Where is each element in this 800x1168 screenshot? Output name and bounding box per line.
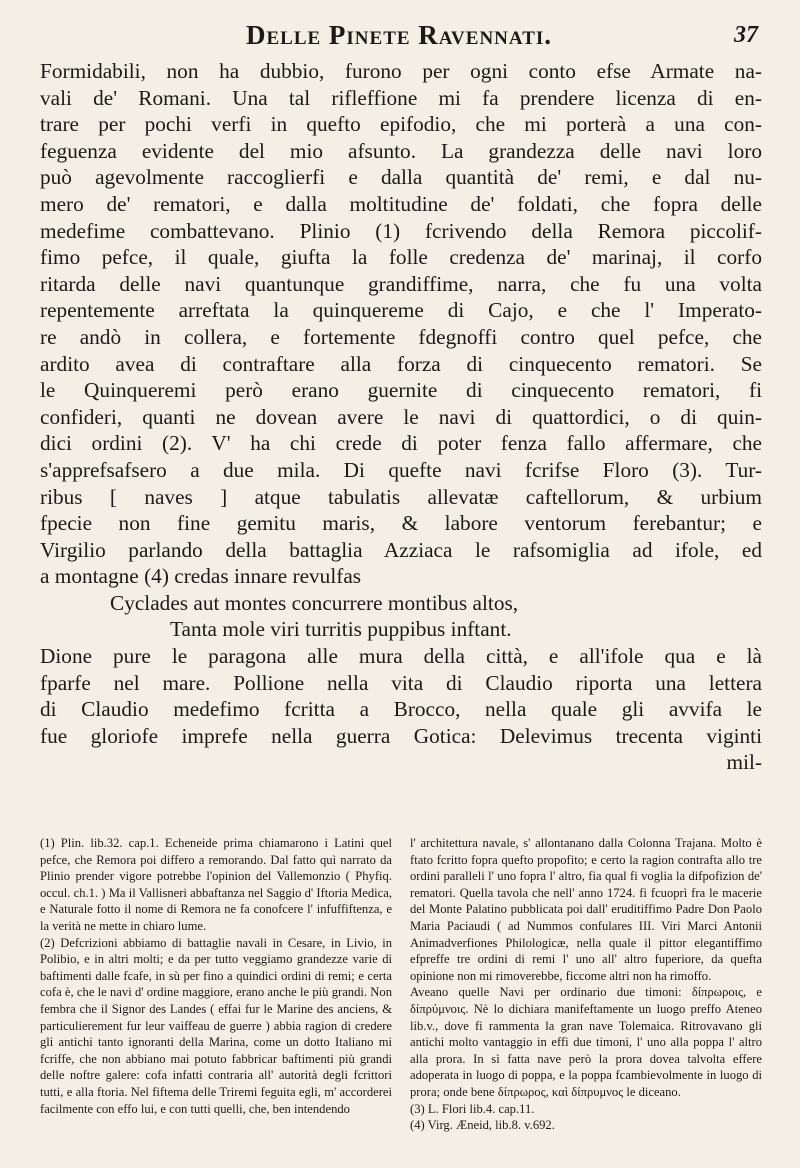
text-line: feguenza evidente del mio afsunto. La grandezza delle navi loro: [40, 138, 762, 163]
text-line: Tanta mole viri turritis puppibus inftant.: [170, 617, 512, 642]
text-line: s'apprefsafsero a due mila. Di quefte navi fcrifse Floro (3). Tur-: [40, 457, 762, 482]
footnote-paragraph: (3) L. Flori lib.4. cap.11.: [410, 1101, 535, 1116]
text-line: trare per pochi verfi in quefto epifodio, che mi porterà a una con-: [40, 112, 762, 137]
text-line: a montagne (4) credas innare revulfas: [40, 564, 362, 589]
footnotes-left-column: [40, 835, 392, 1134]
text-line: le Quinqueremi però erano guernite di cinquecento rematori, fi: [40, 378, 762, 403]
text-line: Formidabili, non ha dubbio, furono per ogni conto efse Armate na-: [40, 59, 762, 83]
text-line: medefime combattevano. Plinio (1) fcrivendo della Remora piccolif-: [40, 218, 762, 243]
page-number: 37: [734, 22, 758, 48]
text-line: fparfe nel mare. Pollione nella vita di Claudio riporta una lettera: [40, 670, 762, 695]
text-line: fpecie non fine gemitu maris, & labore ventorum ferebantur; e: [40, 511, 762, 536]
page-header: [40, 20, 758, 60]
footnotes-right-column: [410, 835, 762, 1134]
text-line: dici ordini (2). V' ha chi crede di poter fenza fallo affermare, che: [40, 431, 762, 456]
text-line: repentemente arreftata la quinquereme di Cajo, e che l' Imperato-: [40, 298, 762, 323]
footnote-paragraph: l' architettura navale, s' allontanano dalla Colonna Trajana. Molto è ftato fcritto fopra quefto propofito; e certo la ragion contrafta allo tre ordini paralleli l' uno fopra l' altro, fia qual fi voglia la difpofizion de' rematori. Quella tavola che nell' anno 1724. fi fcuoprì fra le macerie del Monte Palatino pubblicata poi dall' eruditiffimo Padre Don Paolo Maria Paciaudi ( ad Nummos confulares III. Viri Marci Antonii Animadverfiones Philologicæ, nella quale il pittor elegantiffimo efpreffe tre ordini di remi l' uno all' altro fuperiore, da quefta opinione non mi rimoverebbe, ficcome altri non ha rimoffo.: [410, 836, 762, 983]
text-line: Dione pure le paragona alle mura della città, e all'ifole qua e là: [40, 644, 762, 669]
text-line: Virgilio parlando della battaglia Azziaca le rafsomiglia ad ifole, ed: [40, 537, 762, 562]
text-line: mero de' rematori, e dalla moltitudine de' foldati, che fopra delle: [40, 191, 762, 216]
footnote-paragraph: Aveano quelle Navi per ordinario due timoni: δίπρωροις, e δίπρύμνοις. Nè lo dichiara manifeftamente un luogo preffo Ateneo lib.v., dove fi rammenta la gran nave Tolemaica. Ritrovavano gli antichi molto vantaggio in effi due timoni, l' uno alla poppa l' altro alla prora. In sì fatta nave però la prora dovea talvolta effere adoperata in luogo di poppa, e la poppa fcambievolmente in luogo di prora; onde bene δίπρωρος, καὶ δίπρυμνος le diceano.: [410, 985, 762, 1099]
text-line: ribus [ naves ] atque tabulatis allevatæ caftellorum, & urbium: [40, 484, 762, 509]
running-title: Delle Pinete Ravennati.: [245, 20, 553, 50]
text-line: può agevolmente raccoglierfi e dalla quantità de' remi, e dal nu-: [40, 165, 762, 190]
text-line: mil-: [726, 750, 762, 775]
text-line: di Claudio medefimo fcritta a Brocco, nella quale gli avvifa le: [40, 697, 762, 722]
text-line: fue gloriofe imprefe nella guerra Gotica: Delevimus trecenta viginti: [40, 723, 762, 748]
footnote-paragraph: (2) Defcrizioni abbiamo di battaglie navali in Cesare, in Livio, in Polibio, e in altri molti; e da per tutto veggiamo grandezze varie di baftimenti dalle fcafe, in sù per fino a quindici ordini di remi; e certa cofa è, che le navi d' ordine maggiore, erano anche le più grandi. Non fembra che il Signor des Landes ( effai fur le Marine des anciens, & particulierement fur leur vaiffeau de guerre ) abbia ragion di credere gli antichi tanto ignoranti della Marina, come un dotto Italiano mi fcriffe, che non abbiano mai potuto fabbricar baftimenti più grandi delle noftre galere: cofa infatti contraria all' autorità degli fcrittori tutti, e alla ftoria. Nel fiftema delle Triremi feguita egli, m' accorderei facilmente con effo lui, e con tutti quelli, che, ben intendendo: [40, 935, 392, 1116]
text-line: Cyclades aut montes concurrere montibus altos,: [110, 590, 519, 615]
footnote-paragraph: (1) Plin. lib.32. cap.1. Echeneide prima chiamarono i Latini quel pefce, che Remora poi differo a remorando. Dal fatto quì narrato da Plinio prender vigore potrebbe l'opinion del Vallemonzio ( Phyfiq. occul. ch.1. ) Ma il Vallisneri abbaftanza nel Saggio d' Iftoria Medica, e Naturale fotto il nome di Remora ne fa conofcere l' infuffiftenza, e la verità ne mette in chiaro lume.: [40, 836, 392, 933]
text-line: confideri, quanti ne dovean avere le navi di quattordici, o di quin-: [40, 404, 762, 429]
text-line: re andò in collera, e fortemente fdegnoffi contro quel pefce, che: [40, 324, 762, 349]
text-line: ritarda delle navi quantunque grandiffime, narra, che fu una volta: [40, 271, 762, 296]
footnotes: [40, 835, 762, 1134]
text-line: vali de' Romani. Una tal rifleffione mi fa prendere licenza di en-: [40, 85, 762, 110]
text-line: fimo pefce, il quale, giufta la folle credenza de' marinaj, il corfo: [40, 245, 762, 270]
text-line: ardito avea di contraftare alla forza di cinquecento rematori. Se: [40, 351, 762, 376]
footnote-paragraph: (4) Virg. Æneid, lib.8. v.692.: [410, 1118, 555, 1133]
main-text: [40, 58, 762, 776]
